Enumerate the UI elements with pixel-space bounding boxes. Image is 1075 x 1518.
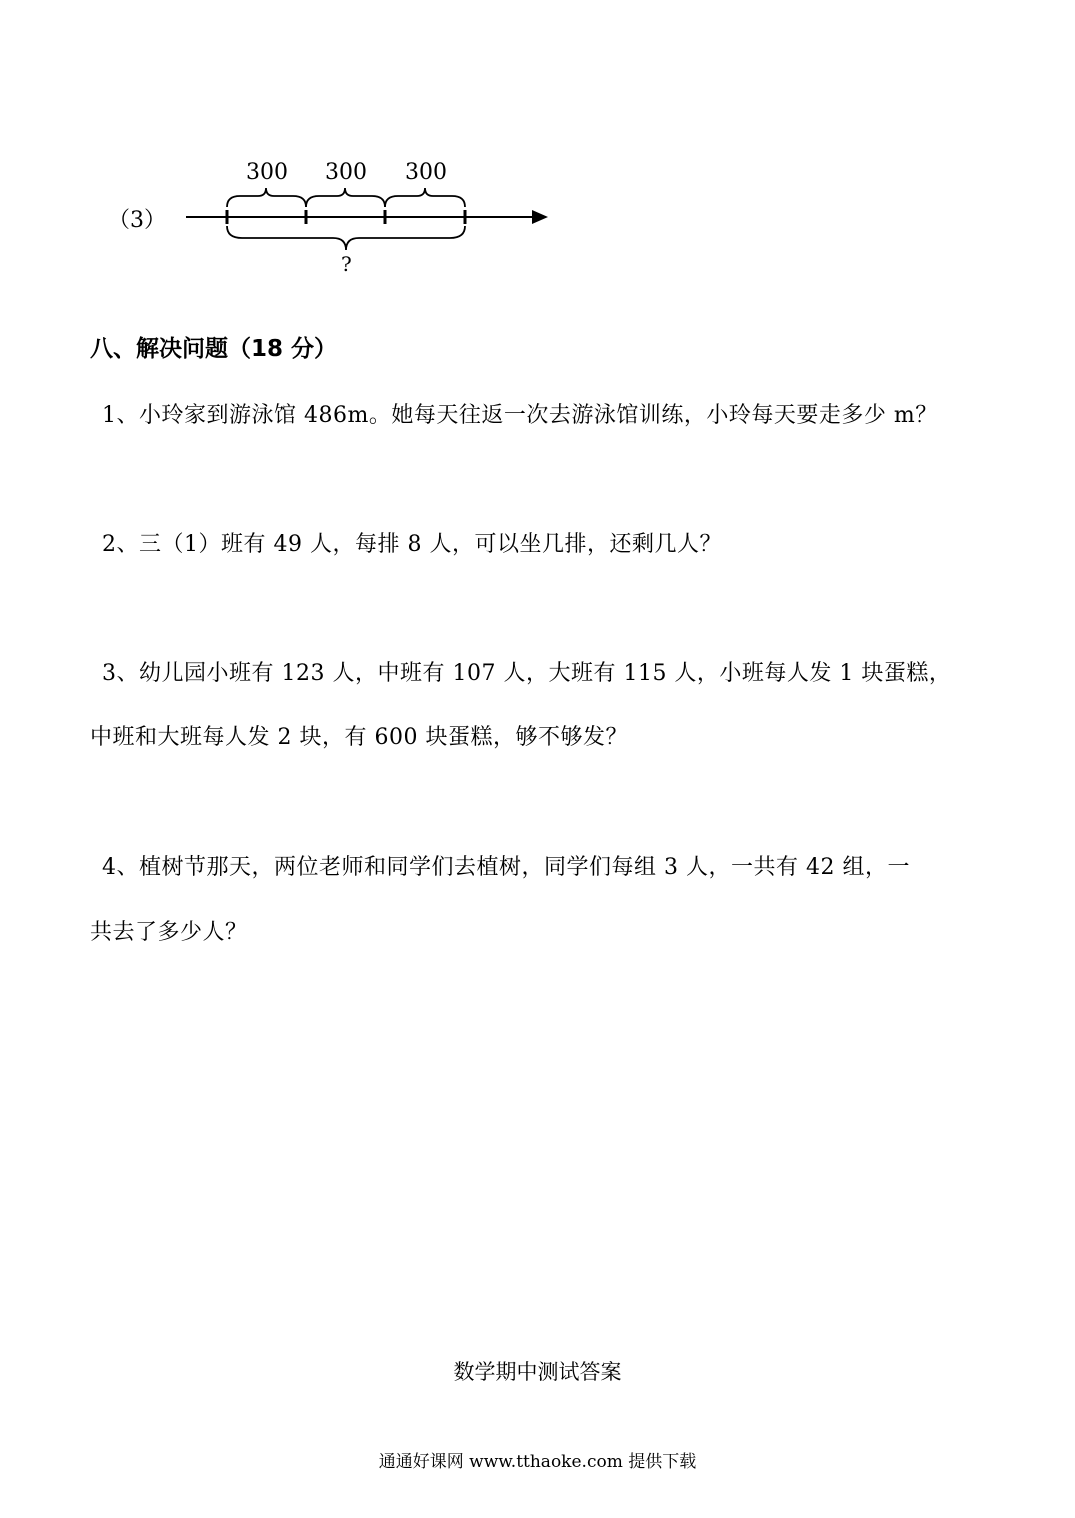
item-number-label: （3） (108, 208, 166, 233)
section-title: 八、解决问题（18 分） (90, 336, 338, 362)
question-1: 1、小玲家到游泳馆 486m。她每天往返一次去游泳馆训练，小玲每天要走多少 m？ (102, 403, 938, 428)
segment-brace (306, 188, 385, 207)
segment-label: 300 (405, 160, 447, 185)
line-segment-diagram (0, 0, 1075, 300)
total-unknown-label: ? (341, 252, 352, 276)
answer-heading: 数学期中测试答案 (453, 1360, 622, 1384)
question-2: 2、三（1）班有 49 人，每排 8 人，可以坐几排，还剩几人？ (102, 532, 722, 557)
question-3-line-1: 3、幼儿园小班有 123 人，中班有 107 人，大班有 115 人，小班每人发 1 块蛋糕， (102, 661, 952, 686)
question-3-line-2: 中班和大班每人发 2 块，有 600 块蛋糕，够不够发？ (90, 725, 628, 750)
footer-download-note: 通通好课网 www.tthaoke.com 提供下载 (378, 1452, 697, 1472)
question-4-line-2: 共去了多少人？ (90, 920, 248, 945)
segment-label: 300 (246, 160, 288, 185)
total-brace (227, 226, 465, 250)
segment-label: 300 (325, 160, 367, 185)
segment-brace (385, 188, 465, 207)
arrow-head-icon (532, 210, 548, 224)
segment-brace (227, 188, 306, 207)
question-4-line-1: 4、植树节那天，两位老师和同学们去植树，同学们每组 3 人，一共有 42 组，一 (102, 855, 910, 880)
